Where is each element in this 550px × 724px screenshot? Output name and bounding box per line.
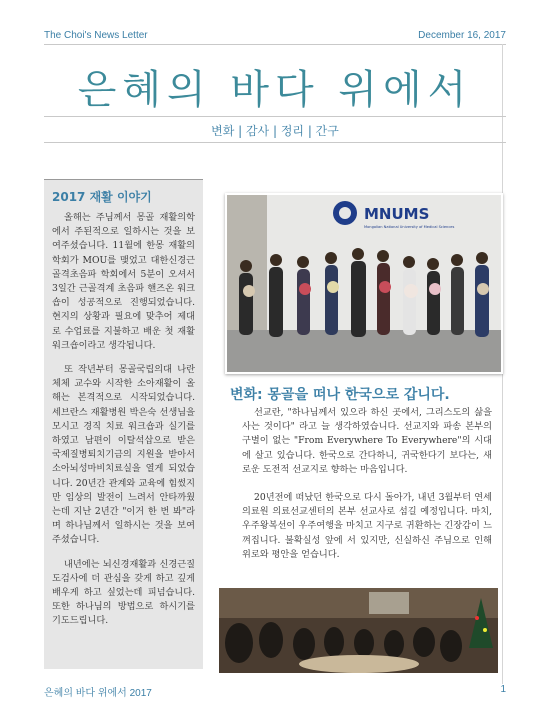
- sidebar-paragraph: 올해는 주님께서 몽골 재활의학에서 주된적으로 일하시는 것을 보여주셨습니다. 11월에 한몽 재활의학회가 MOU를 맺었고 대한신경근골격초음파 학회에서 5분이 오셔서 3일간 근골격계 초음파 핸즈온 워크숍이 성공적으로 진행되었습니다. 현지의 상황과 필요에 맞추어 제대로 수업료를 지불하고 배운 첫 재활 워크숍이라고 생각됩니다.: [52, 212, 195, 351]
- article-paragraph: 선교란, "하나님께서 있으라 하신 곳에서, 그리스도의 삶을 사는 것이다" 라고 늘 생각하였습니다. 선교지와 파송 본부의 구별이 없는 "From Everywhere To Everywhere"의 시대에 살고 있습니다. 한국으로 간다하니, 귀국한다기 보다는, 새로운 도전적 선교지로 향하는 마음입니다.: [242, 407, 492, 475]
- masthead-rule-bottom: [44, 142, 506, 143]
- footer-title: 은혜의 바다 위에서 2017: [44, 688, 152, 699]
- sidebar-paragraph: 또 작년부터 몽골국립의대 나란체체 교수와 시작한 소아재활이 올해는 본격적으로 시작되었습니다. 세브란스 재활병원 박은숙 선생님을 모시고 경직 치료 워크숍과 실기를 하였고 남편이 이탈석삽으로 받은 국제질병퇴치기금의 지원을 받아서 소아뇌성마비치료실을 열게 되었습니다. 20년간 관계와 교육에 힘썼지만 임상의 발전이 느려서 안타까웠는데 지난 2년간 "이거 한 번 봐"라며 하나님께서 일하시는 것을 보여주셨습니다.: [52, 364, 195, 546]
- banner-subtitle: Mongolian National University of Medical Sciences: [364, 225, 455, 229]
- header-rule: [44, 44, 506, 45]
- banner-logo-text: MNUMS: [364, 205, 430, 223]
- section-nav: 변화 | 감사 | 정리 | 간구: [211, 124, 339, 138]
- gathering-photo: [219, 588, 498, 673]
- sidebar-rehab-story: [44, 179, 203, 669]
- sidebar-paragraph: 내년에는 뇌신경재활과 신경근질도검사에 더 관심을 갖게 하고 깊게 배우게 하고 싶었는데 피넘습니다. 또한 하나님의 방법으로 하시기를 기도드립니다.: [52, 558, 195, 627]
- masthead-title: 은혜의 바다 위에서: [77, 67, 473, 113]
- group-photo: [225, 193, 503, 374]
- article-headline: 변화: 몽골을 떠나 한국으로 갑니다.: [230, 387, 450, 403]
- issue-date: December 16, 2017: [418, 30, 506, 41]
- article-body: [242, 406, 492, 576]
- newsletter-name: The Choi's News Letter: [44, 30, 148, 41]
- masthead-rule-top: [44, 116, 506, 117]
- sidebar-title: 2017 재활 이야기: [52, 190, 152, 204]
- page-number: 1: [500, 684, 506, 695]
- article-paragraph: 20년전에 떠났던 한국으로 다시 돌아가, 내년 3월부터 연세의료원 의료선교센터의 본부 선교사로 섬길 예정입니다. 마치, 우주왕복선이 우주여행을 마치고 지구로 귀환하는 긴장감이 느껴집니다. 불확실성 앞에 서 있지만, 신실하신 주님으로 인해 위로와 평안을 얻습니다.: [242, 492, 492, 560]
